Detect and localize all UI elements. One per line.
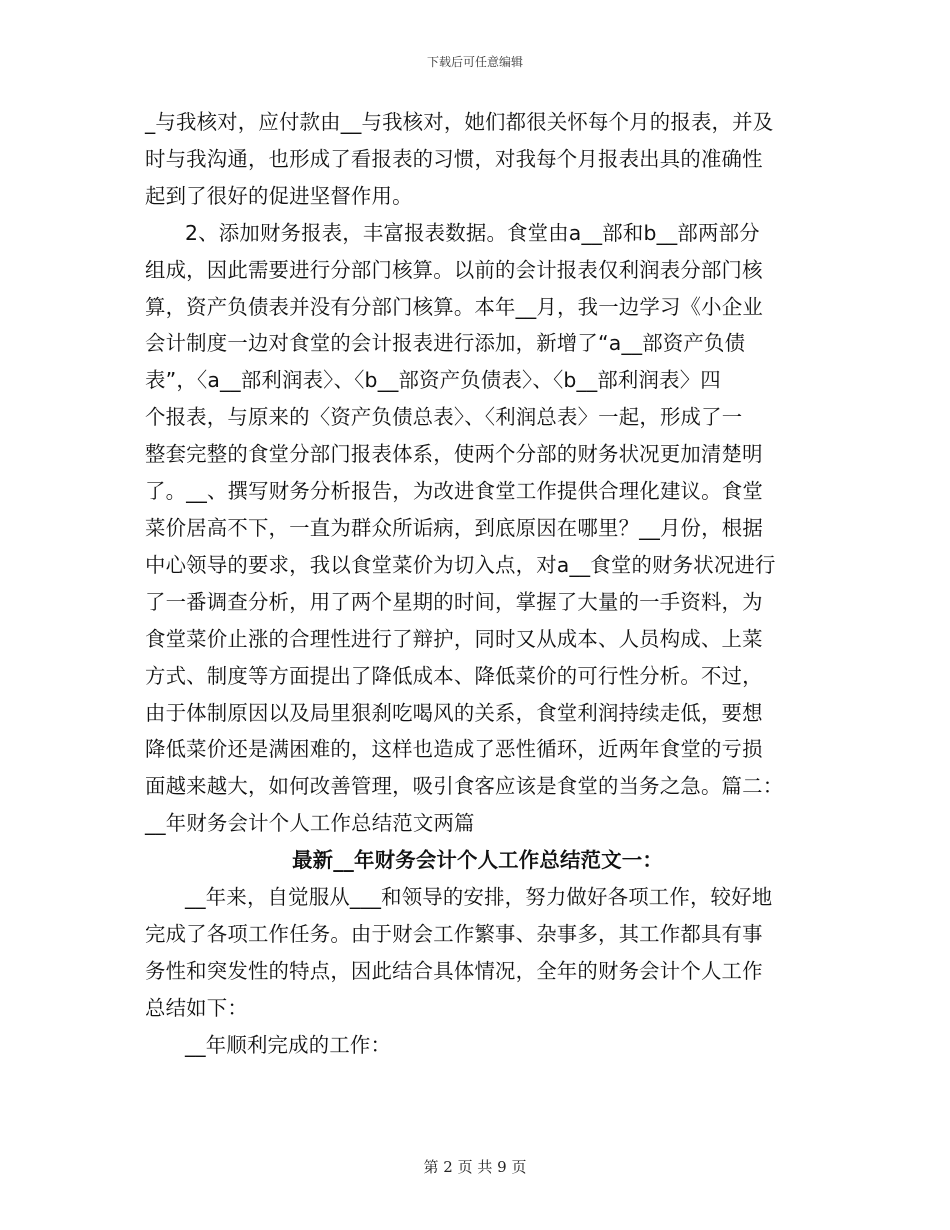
- body-line: 方式、制度等方面提出了降低成本、降低菜价的可行性分析。不过，: [145, 663, 763, 688]
- body-line: 整套完整的食堂分部门报表体系，使两个分部的财务状况更加清楚明: [145, 442, 763, 467]
- body-line: 总结如下：: [145, 995, 248, 1020]
- body-line: 食堂菜价止涨的合理性进行了辩护，同时又从成本、人员构成、上菜: [145, 626, 763, 651]
- page-header: 下载后可任意编辑: [426, 55, 523, 69]
- body-line: __年顺利完成的工作：: [185, 1032, 392, 1057]
- body-line: 由于体制原因以及局里狠刹吃喝风的关系，食堂利润持续走低，要想: [145, 700, 763, 725]
- body-line: 了一番调查分析，用了两个星期的时间，掌握了大量的一手资料，为: [145, 589, 763, 614]
- body-line: 会计制度一边对食堂的会计报表进行添加，新增了“a__部资产负债: [145, 331, 746, 356]
- body-line: 2、添加财务报表，丰富报表数据。食堂由a__部和b__部两部分: [185, 220, 760, 245]
- body-line: 了。__、撰写财务分析报告，为改进食堂工作提供合理化建议。食堂: [145, 479, 763, 504]
- document-body: [145, 104, 810, 1064]
- body-line: 菜价居高不下，一直为群众所诟病，到底原因在哪里？__月份，根据: [145, 515, 763, 540]
- body-line: __年来，自觉服从___和领导的安排，努力做好各项工作，较好地: [185, 885, 773, 910]
- body-line: _与我核对，应付款由__与我核对，她们都很关怀每个月的报表，并及: [145, 110, 774, 134]
- body-line: 完成了各项工作任务。由于财会工作繁事、杂事多，其工作都具有事: [145, 921, 763, 946]
- body-line: 起到了很好的促进坚督作用。: [145, 183, 413, 208]
- body-line: 务性和突发性的特点，因此结合具体情况，全年的财务会计个人工作: [145, 958, 763, 983]
- page-footer: 第 2 页 共 9 页: [423, 1158, 527, 1176]
- body-line: 降低菜价还是满困难的，这样也造成了恶性循环，近两年食堂的亏损: [145, 737, 763, 762]
- body-line: 时与我沟通，也形成了看报表的习惯，对我每个月报表出具的准确性: [145, 146, 763, 171]
- body-line: 个报表，与原来的〈资产负债总表〉、〈利润总表〉一起，形成了一: [145, 405, 743, 430]
- body-line: 中心领导的要求，我以食堂菜价为切入点，对a__食堂的财务状况进行: [145, 552, 776, 577]
- body-line: __年财务会计个人工作总结范文两篇: [145, 811, 475, 836]
- section-heading: 最新__年财务会计个人工作总结范文一：: [292, 848, 663, 873]
- body-line: 算，资产负债表并没有分部门核算。本年__月，我一边学习《小企业: [145, 294, 763, 319]
- body-line: 组成，因此需要进行分部门核算。以前的会计报表仅利润表分部门核: [145, 257, 763, 282]
- body-line: 表”，〈a__部利润表〉、〈b__部资产负债表〉、〈b__部利润表〉四: [145, 368, 721, 393]
- body-line: 面越来越大，如何改善管理，吸引食客应该是食堂的当务之急。篇二：: [145, 774, 784, 799]
